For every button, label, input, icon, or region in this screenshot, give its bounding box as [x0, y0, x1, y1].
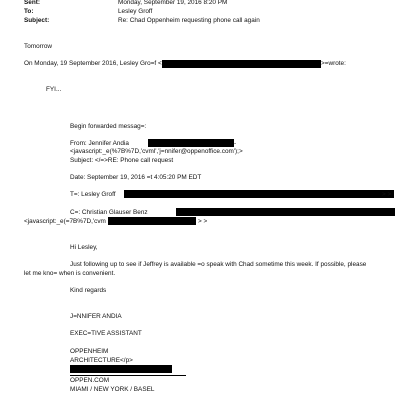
signature-company-1: OPPENHEIM: [70, 348, 109, 355]
reply-text: Tomorrow: [24, 43, 53, 50]
forward-cc-link[interactable]: <javascript:_e(=7B%7D,'cvm: [24, 218, 106, 225]
signature-locations: MIAMI / NEW YORK / BASEL: [70, 386, 155, 393]
redaction-box: [148, 139, 237, 147]
subject-label: Subject:: [24, 17, 50, 24]
message-line-2: let me kno= when is convenient.: [24, 270, 116, 277]
signature-name: J=NNIFER ANDIA: [70, 313, 122, 320]
signature-url[interactable]: OPPEN.COM: [70, 377, 110, 384]
closing: Kind regards: [70, 287, 107, 294]
redaction-box: [108, 217, 196, 225]
redaction-box: [176, 208, 395, 216]
forward-to-end: > >: [382, 191, 392, 198]
redaction-box: [70, 365, 172, 373]
sent-value: Monday, September 19, 2016 8:20 PM: [118, 0, 228, 6]
quote-intro-end: >=wrote:: [321, 60, 346, 67]
to-value: Lesley Groff: [118, 8, 153, 15]
forward-to: T=: Lesley Groff: [70, 191, 116, 198]
forward-subject: Subject: </=>RE: Phone call request: [70, 157, 174, 164]
fyi-text: FYI...: [46, 86, 62, 93]
forward-cc: C=: Christian Glauser Benz: [70, 209, 148, 216]
greeting: Hi Lesley,: [70, 244, 98, 251]
signature-title: EXEC=TIVE ASSISTANT: [70, 330, 142, 337]
forward-from-dash: -: [234, 140, 237, 147]
subject-value: Re: Chad Oppenheim requesting phone call again: [118, 17, 260, 24]
redaction-box: [124, 190, 394, 198]
signature-company-2: ARCHITECTURE</p>: [70, 357, 133, 364]
signature-divider: [70, 375, 186, 376]
to-label: To:: [24, 8, 34, 15]
redaction-box: [162, 60, 321, 68]
message-line-1: Just following up to see if Jeffrey is available =o speak with Chad sometime this week. If possible, please: [70, 261, 367, 268]
sent-label: Sent:: [24, 0, 40, 6]
forward-from: From: Jennifer Andia: [70, 140, 129, 147]
forward-cc-end: > >: [198, 218, 208, 225]
forward-from-link[interactable]: <javascript:_e(%7B%7D,'cvml','j=nnifer@oppenoffice.com');>: [70, 148, 243, 155]
forward-date: Date: September 19, 2016 =t 4:05:20 PM EDT: [70, 174, 202, 181]
quote-intro-start: On Monday, 19 September 2016, Lesley Gro=f <: [24, 60, 162, 67]
forward-begin: Begin forwarded messag=:: [70, 123, 147, 130]
